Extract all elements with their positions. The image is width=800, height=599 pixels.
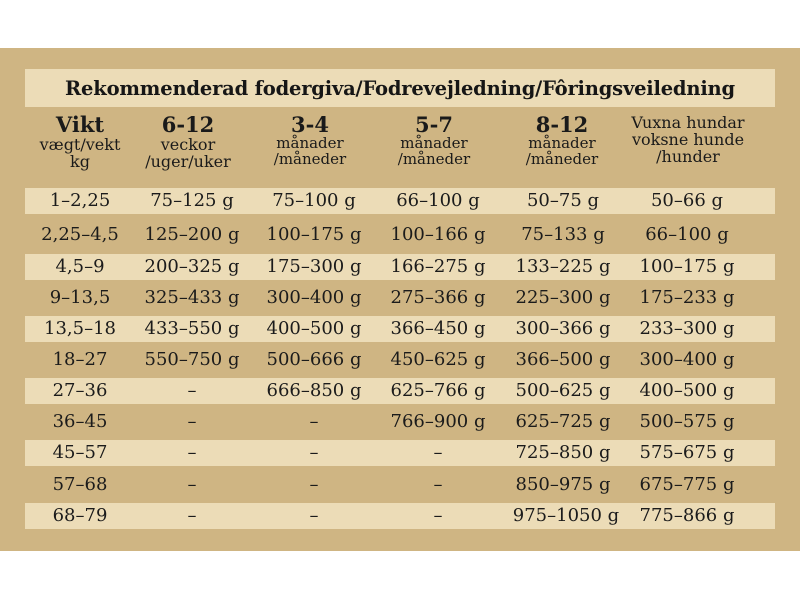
cell-5-7-months: – xyxy=(433,505,443,526)
cell-adult: 50–66 g xyxy=(650,190,724,211)
table-row xyxy=(25,409,775,435)
header-weight-line2: kg xyxy=(70,152,90,171)
cell-3-4-months: 300–400 g xyxy=(266,287,362,308)
cell-6-12-weeks: – xyxy=(187,380,197,401)
table-row xyxy=(25,378,775,404)
cell-adult: 500–575 g xyxy=(639,411,735,432)
cell-5-7-months: 66–100 g xyxy=(396,190,480,211)
table-row xyxy=(25,347,775,373)
cell-6-12-weeks: – xyxy=(187,474,197,495)
cell-8-12-months: 725–850 g xyxy=(515,442,611,463)
header-adult-dogs xyxy=(618,114,758,165)
cell-3-4-months: – xyxy=(309,505,319,526)
cell-6-12-weeks: 550–750 g xyxy=(144,349,240,370)
table-row xyxy=(25,222,775,248)
cell-adult: 300–400 g xyxy=(639,349,735,370)
header-3-4-months xyxy=(250,114,370,167)
header-8-12-title: 8-12 xyxy=(535,112,589,137)
header-5-7-months xyxy=(374,114,494,167)
header-6-12-line2: /uger/uker xyxy=(145,152,231,171)
cell-8-12-months: 300–366 g xyxy=(515,318,611,339)
cell-3-4-months: – xyxy=(309,474,319,495)
table-row xyxy=(25,440,775,466)
cell-weight: 9–13,5 xyxy=(49,287,111,308)
header-8-12-line2: /måneder xyxy=(525,149,599,168)
cell-6-12-weeks: 325–433 g xyxy=(144,287,240,308)
header-6-12-weeks xyxy=(128,114,248,170)
cell-adult: 575–675 g xyxy=(639,442,735,463)
cell-8-12-months: 500–625 g xyxy=(515,380,611,401)
header-5-7-line1: månader xyxy=(400,134,468,152)
cell-3-4-months: 666–850 g xyxy=(266,380,362,401)
cell-3-4-months: – xyxy=(309,411,319,432)
cell-6-12-weeks: – xyxy=(187,442,197,463)
cell-3-4-months: 75–100 g xyxy=(272,190,356,211)
table-row xyxy=(25,188,775,214)
cell-5-7-months: – xyxy=(433,442,443,463)
cell-6-12-weeks: – xyxy=(187,411,197,432)
cell-3-4-months: – xyxy=(309,442,319,463)
cell-8-12-months: 133–225 g xyxy=(515,256,611,277)
header-6-12-line1: veckor xyxy=(160,135,216,154)
header-weight xyxy=(25,114,135,170)
cell-weight: 45–57 xyxy=(52,442,108,463)
header-8-12-months xyxy=(502,114,622,167)
cell-8-12-months: 625–725 g xyxy=(515,411,611,432)
table-row xyxy=(25,316,775,342)
cell-adult: 66–100 g xyxy=(645,224,729,245)
header-5-7-line2: /måneder xyxy=(397,149,471,168)
cell-6-12-weeks: 125–200 g xyxy=(144,224,240,245)
cell-weight: 2,25–4,5 xyxy=(41,224,119,245)
cell-5-7-months: 100–166 g xyxy=(390,224,486,245)
cell-weight: 27–36 xyxy=(52,380,108,401)
cell-weight: 18–27 xyxy=(52,349,108,370)
header-adult-line2: /hunder xyxy=(656,147,720,166)
header-weight-line1: vægt/vekt xyxy=(39,135,121,154)
cell-3-4-months: 175–300 g xyxy=(266,256,362,277)
cell-adult: 233–300 g xyxy=(639,318,735,339)
cell-weight: 36–45 xyxy=(52,411,108,432)
header-8-12-line1: månader xyxy=(528,134,596,152)
cell-8-12-months: 225–300 g xyxy=(515,287,611,308)
cell-5-7-months: – xyxy=(433,474,443,495)
header-adult-line1: voksne hunde xyxy=(631,130,745,149)
cell-adult: 100–175 g xyxy=(639,256,735,277)
cell-6-12-weeks: 75–125 g xyxy=(150,190,234,211)
cell-3-4-months: 100–175 g xyxy=(266,224,362,245)
cell-6-12-weeks: 200–325 g xyxy=(144,256,240,277)
cell-3-4-months: 400–500 g xyxy=(266,318,362,339)
cell-5-7-months: 275–366 g xyxy=(390,287,486,308)
header-3-4-line1: månader xyxy=(276,134,344,152)
header-6-12-title: 6-12 xyxy=(161,112,215,137)
header-5-7-title: 5-7 xyxy=(415,112,453,137)
cell-weight: 4,5–9 xyxy=(55,256,105,277)
title-bar xyxy=(25,69,775,107)
cell-8-12-months: 75–133 g xyxy=(521,224,605,245)
cell-adult: 775–866 g xyxy=(639,505,735,526)
cell-weight: 13,5–18 xyxy=(44,318,116,339)
header-3-4-title: 3-4 xyxy=(291,112,329,137)
cell-adult: 400–500 g xyxy=(639,380,735,401)
cell-5-7-months: 625–766 g xyxy=(390,380,486,401)
cell-adult: 675–775 g xyxy=(639,474,735,495)
cell-5-7-months: 766–900 g xyxy=(390,411,486,432)
cell-5-7-months: 166–275 g xyxy=(390,256,486,277)
table-row xyxy=(25,503,775,529)
cell-weight: 57–68 xyxy=(52,474,108,495)
table-title: Rekommenderad fodergiva/Fodrevejledning/Fôringsveiledning xyxy=(65,76,735,100)
cell-8-12-months: 975–1050 g xyxy=(512,505,620,526)
cell-6-12-weeks: – xyxy=(187,505,197,526)
cell-8-12-months: 850–975 g xyxy=(515,474,611,495)
table-row xyxy=(25,254,775,280)
cell-weight: 68–79 xyxy=(52,505,108,526)
cell-8-12-months: 366–500 g xyxy=(515,349,611,370)
cell-5-7-months: 450–625 g xyxy=(390,349,486,370)
header-weight-title: Vikt xyxy=(55,112,105,137)
cell-8-12-months: 50–75 g xyxy=(526,190,600,211)
cell-3-4-months: 500–666 g xyxy=(266,349,362,370)
header-3-4-line2: /måneder xyxy=(273,149,347,168)
cell-adult: 175–233 g xyxy=(639,287,735,308)
feeding-guide-panel xyxy=(0,48,800,551)
cell-weight: 1–2,25 xyxy=(49,190,111,211)
cell-5-7-months: 366–450 g xyxy=(390,318,486,339)
header-adult-title: Vuxna hundar xyxy=(631,113,745,132)
table-row xyxy=(25,285,775,311)
table-row xyxy=(25,472,775,498)
cell-6-12-weeks: 433–550 g xyxy=(144,318,240,339)
